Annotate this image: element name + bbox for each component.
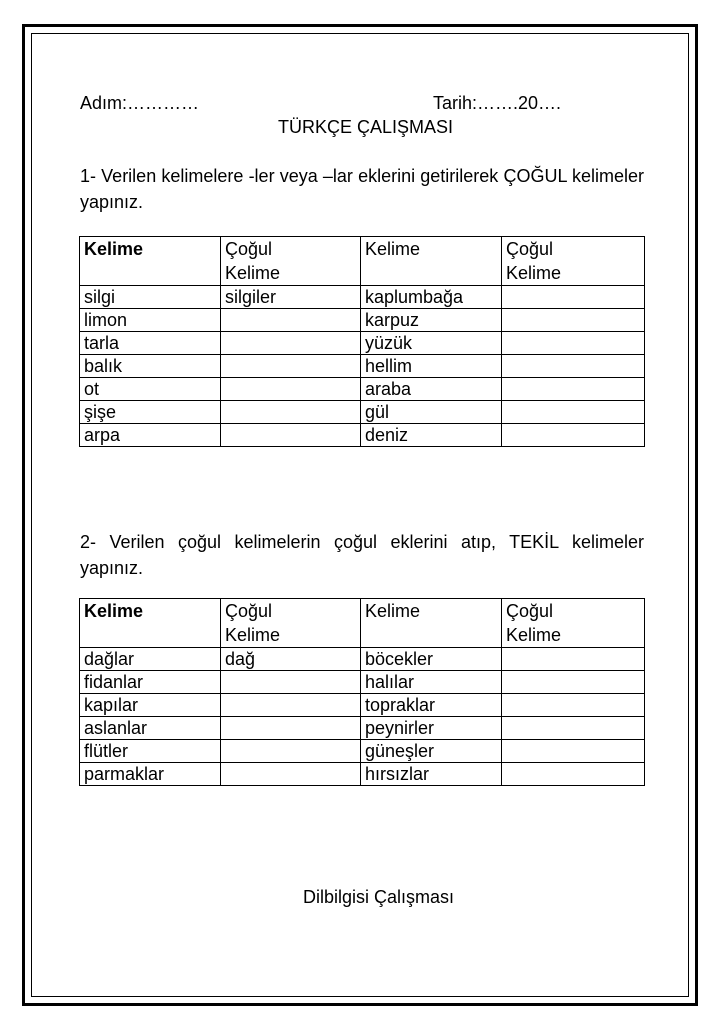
footer-text: Dilbilgisi Çalışması (303, 887, 455, 907)
answer-cell[interactable] (502, 309, 645, 332)
table-row (80, 309, 645, 332)
answer-cell[interactable] (502, 378, 645, 401)
word-cell: halılar (361, 671, 502, 694)
word-cell: kapılar (80, 694, 221, 717)
singular-words-table (79, 598, 645, 786)
answer-cell[interactable] (502, 424, 645, 447)
table-row (80, 763, 645, 786)
header-cell (221, 599, 361, 648)
header-line-1: Çoğul (225, 601, 273, 621)
answer-cell[interactable] (502, 286, 645, 309)
table-row (80, 378, 645, 401)
answer-cell[interactable] (221, 401, 361, 424)
header-line-2: Kelime (225, 625, 281, 645)
answer-cell[interactable]: dağ (221, 648, 361, 671)
answer-cell[interactable] (502, 355, 645, 378)
word-cell: böcekler (361, 648, 502, 671)
word-cell: hırsızlar (361, 763, 502, 786)
header-cell: Kelime (361, 237, 502, 286)
header-line-2: Kelime (506, 625, 562, 645)
table-header-row (80, 599, 645, 648)
answer-cell[interactable] (221, 355, 361, 378)
answer-cell[interactable] (502, 740, 645, 763)
name-label: Adım:………… (80, 93, 200, 113)
word-cell: limon (80, 309, 221, 332)
table-row (80, 332, 645, 355)
answer-cell[interactable] (221, 694, 361, 717)
header-line-1: Çoğul (506, 239, 554, 259)
table-row (80, 286, 645, 309)
plural-words-table (79, 236, 645, 447)
answer-cell[interactable] (502, 717, 645, 740)
answer-cell[interactable] (502, 694, 645, 717)
answer-cell[interactable] (221, 763, 361, 786)
word-cell: hellim (361, 355, 502, 378)
word-cell: flütler (80, 740, 221, 763)
table-row (80, 401, 645, 424)
answer-cell[interactable] (502, 763, 645, 786)
table-row (80, 648, 645, 671)
section2-instruction: 2- Verilen çoğul kelimelerin çoğul eklerini atıp, TEKİL kelimeler yapınız. (80, 532, 644, 578)
answer-cell[interactable] (502, 648, 645, 671)
answer-cell[interactable] (502, 401, 645, 424)
answer-cell[interactable] (502, 332, 645, 355)
answer-cell[interactable] (221, 309, 361, 332)
answer-cell[interactable] (221, 378, 361, 401)
answer-cell[interactable] (221, 717, 361, 740)
word-cell: arpa (80, 424, 221, 447)
table-row (80, 671, 645, 694)
word-cell: güneşler (361, 740, 502, 763)
table-row (80, 424, 645, 447)
answer-cell[interactable] (221, 671, 361, 694)
header-line-1: Çoğul (506, 601, 554, 621)
word-cell: aslanlar (80, 717, 221, 740)
word-cell: fidanlar (80, 671, 221, 694)
word-cell: peynirler (361, 717, 502, 740)
table-header-row (80, 237, 645, 286)
answer-cell[interactable]: silgiler (221, 286, 361, 309)
date-label: Tarih:…….20…. (433, 93, 562, 113)
table-row (80, 694, 645, 717)
word-cell: kaplumbağa (361, 286, 502, 309)
word-cell: karpuz (361, 309, 502, 332)
header-cell (502, 599, 645, 648)
header-cell: Kelime (361, 599, 502, 648)
word-cell: parmaklar (80, 763, 221, 786)
word-cell: silgi (80, 286, 221, 309)
word-cell: gül (361, 401, 502, 424)
table-row (80, 717, 645, 740)
answer-cell[interactable] (502, 671, 645, 694)
word-cell: dağlar (80, 648, 221, 671)
header-cell: Kelime (80, 599, 221, 648)
header-line-2: Kelime (506, 263, 562, 283)
answer-cell[interactable] (221, 424, 361, 447)
answer-cell[interactable] (221, 740, 361, 763)
answer-cell[interactable] (221, 332, 361, 355)
header-cell: Kelime (80, 237, 221, 286)
word-cell: araba (361, 378, 502, 401)
word-cell: deniz (361, 424, 502, 447)
header-line-2: Kelime (225, 263, 281, 283)
word-cell: balık (80, 355, 221, 378)
table-row (80, 740, 645, 763)
word-cell: ot (80, 378, 221, 401)
header-cell (221, 237, 361, 286)
header-cell (502, 237, 645, 286)
word-cell: topraklar (361, 694, 502, 717)
table-row (80, 355, 645, 378)
worksheet-title: TÜRKÇE ÇALIŞMASI (278, 117, 454, 137)
word-cell: şişe (80, 401, 221, 424)
header-line-1: Çoğul (225, 239, 273, 259)
word-cell: tarla (80, 332, 221, 355)
word-cell: yüzük (361, 332, 502, 355)
section1-instruction: 1- Verilen kelimelere -ler veya –lar eklerini getirilerek ÇOĞUL kelimeler yapınız. (80, 166, 644, 212)
